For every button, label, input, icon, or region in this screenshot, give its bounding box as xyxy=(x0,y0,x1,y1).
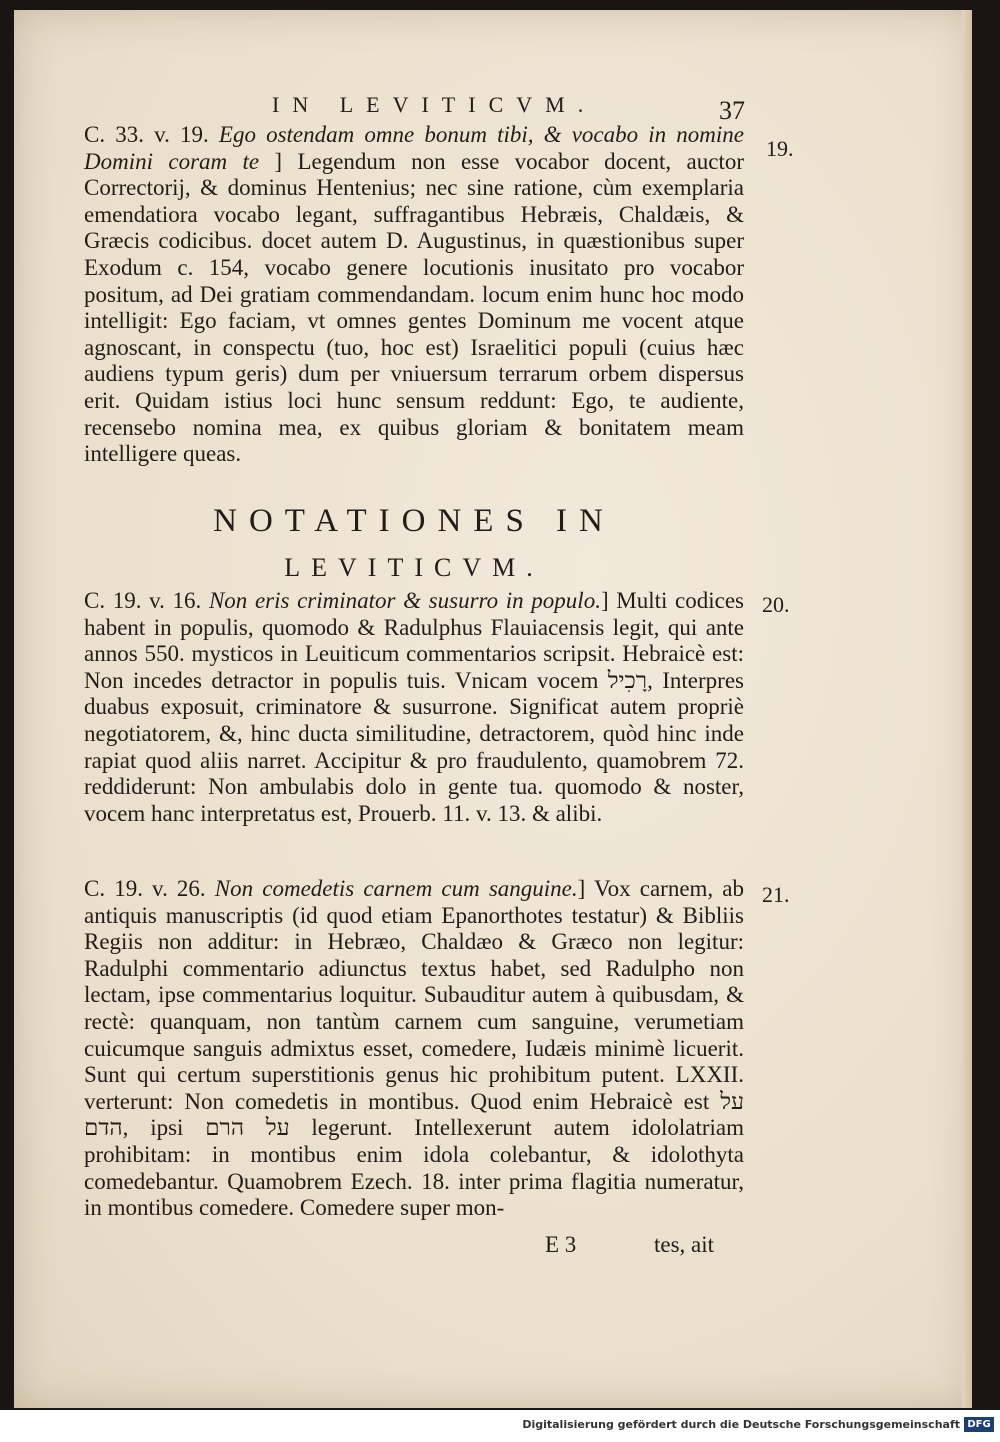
footer-bar xyxy=(0,1410,1000,1442)
funding-credit: Digitalisierung gefördert durch die Deutsche Forschungsgemeinschaft xyxy=(522,1418,960,1431)
section-heading: NOTATIONES IN xyxy=(213,503,615,539)
book-page xyxy=(14,10,972,1408)
paragraph-body: ] Multi codices habent in populis, quomodo & Radulphus Flauiacensis legit, qui ante annos 550. mysticos in Leuiticum commentarios scripsit. Hebraicè est: Non incedes detractor in populis tuis. Vnicam vocem רָכִיל, Interpres duabus exposuit, criminatore & susurrone. Significat autem propriè negotiatorem, &, hinc ducta similitudine, detractorem, quòd hinc inde rapiat quod aliis narret. Accipitur & pro fraudulento, quamobrem 72. reddiderunt: Non ambulabis dolo in gente tua. quomodo & noster, vocem hanc interpretatus est, Prouerb. 11. v. 13. & alibi. xyxy=(84,588,744,826)
dfg-logo-icon: DFG xyxy=(964,1417,994,1432)
page-number: 37 xyxy=(719,96,745,125)
signature-mark: E 3 xyxy=(545,1232,577,1257)
paragraph-c19-v16 xyxy=(84,588,744,827)
paragraph-quote: Non eris criminator & susurro in populo. xyxy=(208,588,601,613)
paragraph-body: ] Legendum non esse vocabor docent, auctor Correctorij, & dominus Hentenius; nec sine ratione, cùm exemplaria emendatiora vocabo legant, suffragantibus Hebræis, Chaldæis, & Græcis codicibus. docet autem D. Augustinus, in quæstionibus super Exodum c. 154, vocabo genere locutionis inusitato pro vocabor positum, ad Dei gratiam commendandam. locum enim hunc hoc modo intelligit: Ego faciam, vt omnes gentes Dominum me vocent atque agnoscant, in conspectu (tuo, hoc est) Israelitici populi (cuius hæc audiens typum geris) dum per vniuersum terrarum orbem dispersus erit. Quidam istius loci hunc sensum reddunt: Ego, te audiente, recensebo nomina mea, ex quibus gloriam & bonitatem meam intelligere queas. xyxy=(84,148,744,467)
paragraph-lead: C. 33. v. 19. xyxy=(84,122,219,147)
margin-number-19: 19. xyxy=(766,136,794,161)
paragraph-lead: C. 19. v. 26. xyxy=(84,876,215,901)
catchword: tes, ait xyxy=(654,1232,715,1257)
paragraph-lead: C. 19. v. 16. xyxy=(84,588,209,613)
running-head: IN LEVITICVM. xyxy=(272,92,597,117)
paragraph-body: ] Vox carnem, ab antiquis manuscriptis (id quod etiam Epanorthotes testatur) & Bibliis Regiis non additur: in Hebræo, Chaldæo & Græco non legitur: Radulphi commentario adiunctus textus habet, sed Radulpho non lectam, ipse commentarius loquitur. Subauditur autem à quibusdam, & rectè: quanquam, non tantùm carnem cum sanguine, verumetiam cuicumque sanguis admixtus esset, comedere, Iudæis minimè licuerit. Sunt qui certum superstitionis genus hic prohibitum putent. LXXII. verterunt: Non comedetis in montibus. Quod enim Hebraicè est על הדם, ipsi על הרם legerunt. Intellexerunt autem idololatriam prohibitam: in montibus enim idola colebantur, & idolothyta comedebantur. Quamobrem Ezech. 18. inter prima flagitia numeratur, in montibus comedere. Comedere super mon- xyxy=(84,876,744,1221)
paragraph-quote: Non comedetis carnem cum sanguine. xyxy=(214,876,578,901)
paragraph-c19-v26 xyxy=(84,876,744,1222)
paragraph-quote: Ego ostendam omne bonum tibi, & vocabo in nomine Domini coram te xyxy=(84,122,744,174)
page-edge xyxy=(962,10,972,1408)
section-subheading: LEVITICVM. xyxy=(284,553,544,582)
paragraph-c33 xyxy=(84,122,744,468)
margin-number-21: 21. xyxy=(762,882,790,907)
margin-number-20: 20. xyxy=(762,592,790,617)
